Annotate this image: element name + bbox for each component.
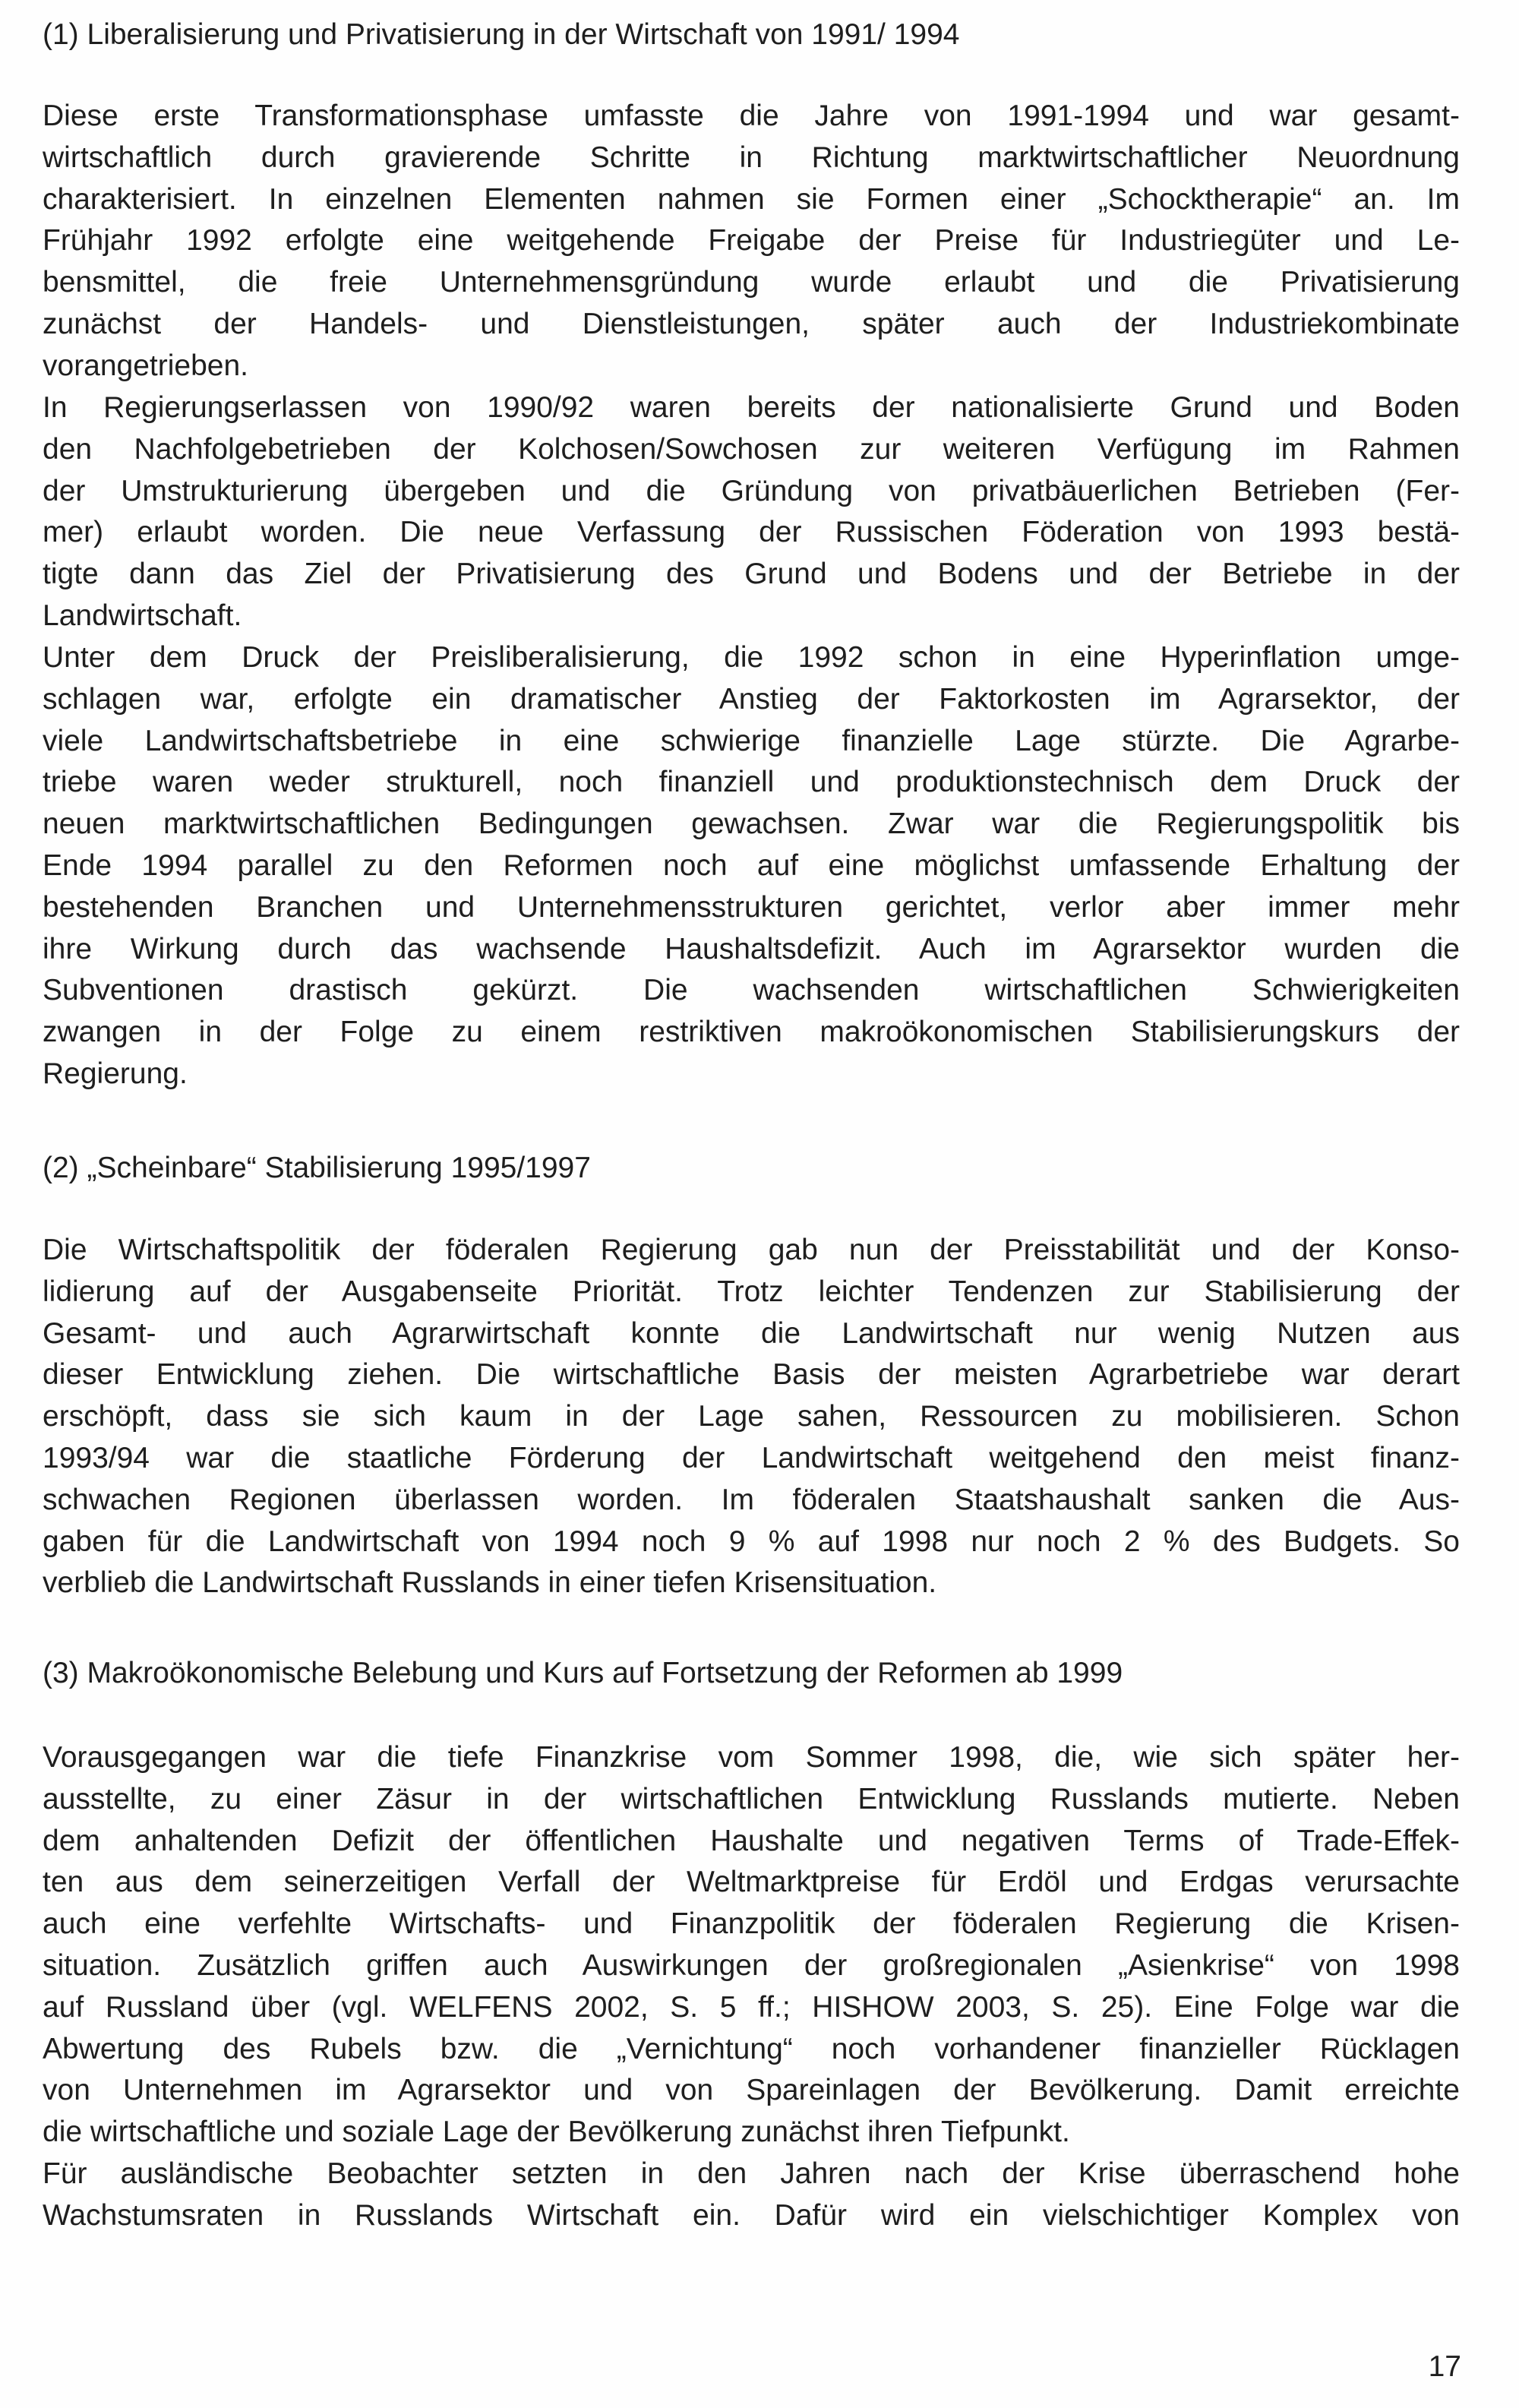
section-heading-1: (1) Liberalisierung und Privatisierung in der Wirtschaft von 1991/ 1994 [43, 18, 960, 51]
text-line: verblieb die Landwirtschaft Russlands in einer tiefen Krisensituation. [43, 1566, 937, 1600]
paragraph-3 [43, 637, 1460, 1095]
page-number: 17 [1428, 2350, 1461, 2383]
text-line: Abwertung des Rubels bzw. die „Vernichtung“ noch vorhandener finanzieller Rücklagen [43, 2032, 1460, 2065]
text-line: Diese erste Transformationsphase umfasste die Jahre von 1991-1994 und war gesamt- [43, 100, 1460, 132]
text-line: auch eine verfehlte Wirtschafts- und Finanzpolitik der föderalen Regierung die Krisen- [43, 1907, 1460, 1941]
text-line: zwangen in der Folge zu einem restriktiven makroökonomischen Stabilisierungskurs der [43, 1016, 1460, 1049]
text-line: Landwirtschaft. [43, 599, 242, 632]
text-line: schlagen war, erfolgte ein dramatischer Anstieg der Faktorkosten im Agrarsektor, der [43, 682, 1460, 716]
paragraph-2 [43, 387, 1460, 637]
text-line: erschöpft, dass sie sich kaum in der Lage sahen, Ressourcen zu mobilisieren. Schon [43, 1400, 1460, 1433]
text-line: viele Landwirtschaftsbetriebe in eine schwierige finanzielle Lage stürzte. Die Agrarbe- [43, 724, 1460, 757]
text-line: ausstellte, zu einer Zäsur in der wirtschaftlichen Entwicklung Russlands mutierte. Neben [43, 1782, 1460, 1815]
text-line: wirtschaftlich durch gravierende Schritte in Richtung marktwirtschaftlicher Neuordnung [43, 141, 1460, 174]
text-line: Gesamt- und auch Agrarwirtschaft konnte die Landwirtschaft nur wenig Nutzen aus [43, 1316, 1460, 1350]
text-line: 1993/94 war die staatliche Förderung der Landwirtschaft weitgehend den meist finanz- [43, 1441, 1460, 1474]
text-line: dem anhaltenden Defizit der öffentlichen Haushalte und negativen Terms of Trade-Effek- [43, 1824, 1460, 1857]
text-line: gaben für die Landwirtschaft von 1994 noch 9 % auf 1998 nur noch 2 % des Budgets. So [43, 1525, 1460, 1558]
text-line: triebe waren weder strukturell, noch finanziell und produktionstechnisch dem Druck der [43, 766, 1460, 799]
text-line: vorangetrieben. [43, 349, 249, 382]
text-line: In Regierungserlassen von 1990/92 waren bereits der nationalisierte Grund und Boden [43, 391, 1460, 424]
text-line: lidierung auf der Ausgabenseite Priorität. Trotz leichter Tendenzen zur Stabilisierung der [43, 1275, 1460, 1308]
section-heading-3: (3) Makroökonomische Belebung und Kurs auf Fortsetzung der Reformen ab 1999 [43, 1657, 1123, 1689]
text-line: zunächst der Handels- und Dienstleistungen, später auch der Industriekombinate [43, 307, 1460, 340]
paragraph-5 [43, 1737, 1460, 2154]
text-line: bensmittel, die freie Unternehmensgründung wurde erlaubt und die Privatisierung [43, 266, 1460, 299]
text-line: Die Wirtschaftspolitik der föderalen Regierung gab nun der Preisstabilität und der Konso- [43, 1234, 1460, 1266]
paragraph-6 [43, 2154, 1460, 2237]
text-line: Für ausländische Beobachter setzten in den Jahren nach der Krise überraschend hohe [43, 2157, 1460, 2190]
text-line: Ende 1994 parallel zu den Reformen noch auf eine möglichst umfassende Erhaltung der [43, 848, 1460, 882]
text-line: die wirtschaftliche und soziale Lage der Bevölkerung zunächst ihren Tiefpunkt. [43, 2116, 1070, 2149]
text-line: den Nachfolgebetrieben der Kolchosen/Sowchosen zur weiteren Verfügung im Rahmen [43, 432, 1460, 466]
text-line: Wachstumsraten in Russlands Wirtschaft ein. Dafür wird ein vielschichtiger Komplex von [43, 2198, 1460, 2232]
text-line: ihre Wirkung durch das wachsende Haushaltsdefizit. Auch im Agrarsektor wurden die [43, 932, 1460, 965]
text-line: Regierung. [43, 1057, 188, 1090]
text-line: schwachen Regionen überlassen worden. Im föderalen Staatshaushalt sanken die Aus- [43, 1483, 1460, 1516]
text-line: charakterisiert. In einzelnen Elementen nahmen sie Formen einer „Schocktherapie“ an. Im [43, 182, 1460, 216]
text-line: Vorausgegangen war die tiefe Finanzkrise vom Sommer 1998, die, wie sich später her- [43, 1741, 1460, 1774]
text-line: tigte dann das Ziel der Privatisierung des Grund und Bodens und der Betriebe in der [43, 558, 1460, 591]
text-line: dieser Entwicklung ziehen. Die wirtschaftliche Basis der meisten Agrarbetriebe war derart [43, 1358, 1460, 1392]
text-line: neuen marktwirtschaftlichen Bedingungen gewachsen. Zwar war die Regierungspolitik bis [43, 807, 1460, 841]
section-heading-2: (2) „Scheinbare“ Stabilisierung 1995/1997 [43, 1152, 591, 1184]
paragraph-4 [43, 1230, 1460, 1604]
text-line: Unter dem Druck der Preisliberalisierung, die 1992 schon in eine Hyperinflation umge- [43, 641, 1460, 674]
text-line: situation. Zusätzlich griffen auch Auswirkungen der großregionalen „Asienkrise“ von 1998 [43, 1948, 1460, 1982]
text-line: Subventionen drastisch gekürzt. Die wachsenden wirtschaftlichen Schwierigkeiten [43, 974, 1460, 1007]
text-line: von Unternehmen im Agrarsektor und von Spareinlagen der Bevölkerung. Damit erreichte [43, 2074, 1460, 2107]
text-line: mer) erlaubt worden. Die neue Verfassung der Russischen Föderation von 1993 bestä- [43, 516, 1460, 549]
paragraph-1 [43, 96, 1460, 387]
text-line: bestehenden Branchen und Unternehmensstrukturen gerichtet, verlor aber immer mehr [43, 890, 1460, 924]
text-line: der Umstrukturierung übergeben und die Gründung von privatbäuerlichen Betrieben (Fer- [43, 474, 1460, 507]
text-line: ten aus dem seinerzeitigen Verfall der Weltmarktpreise für Erdöl und Erdgas verursachte [43, 1866, 1460, 1899]
text-line: auf Russland über (vgl. WELFENS 2002, S. 5 ff.; HISHOW 2003, S. 25). Eine Folge war die [43, 1990, 1460, 2024]
text-line: Frühjahr 1992 erfolgte eine weitgehende Freigabe der Preise für Industriegüter und Le- [43, 224, 1460, 258]
